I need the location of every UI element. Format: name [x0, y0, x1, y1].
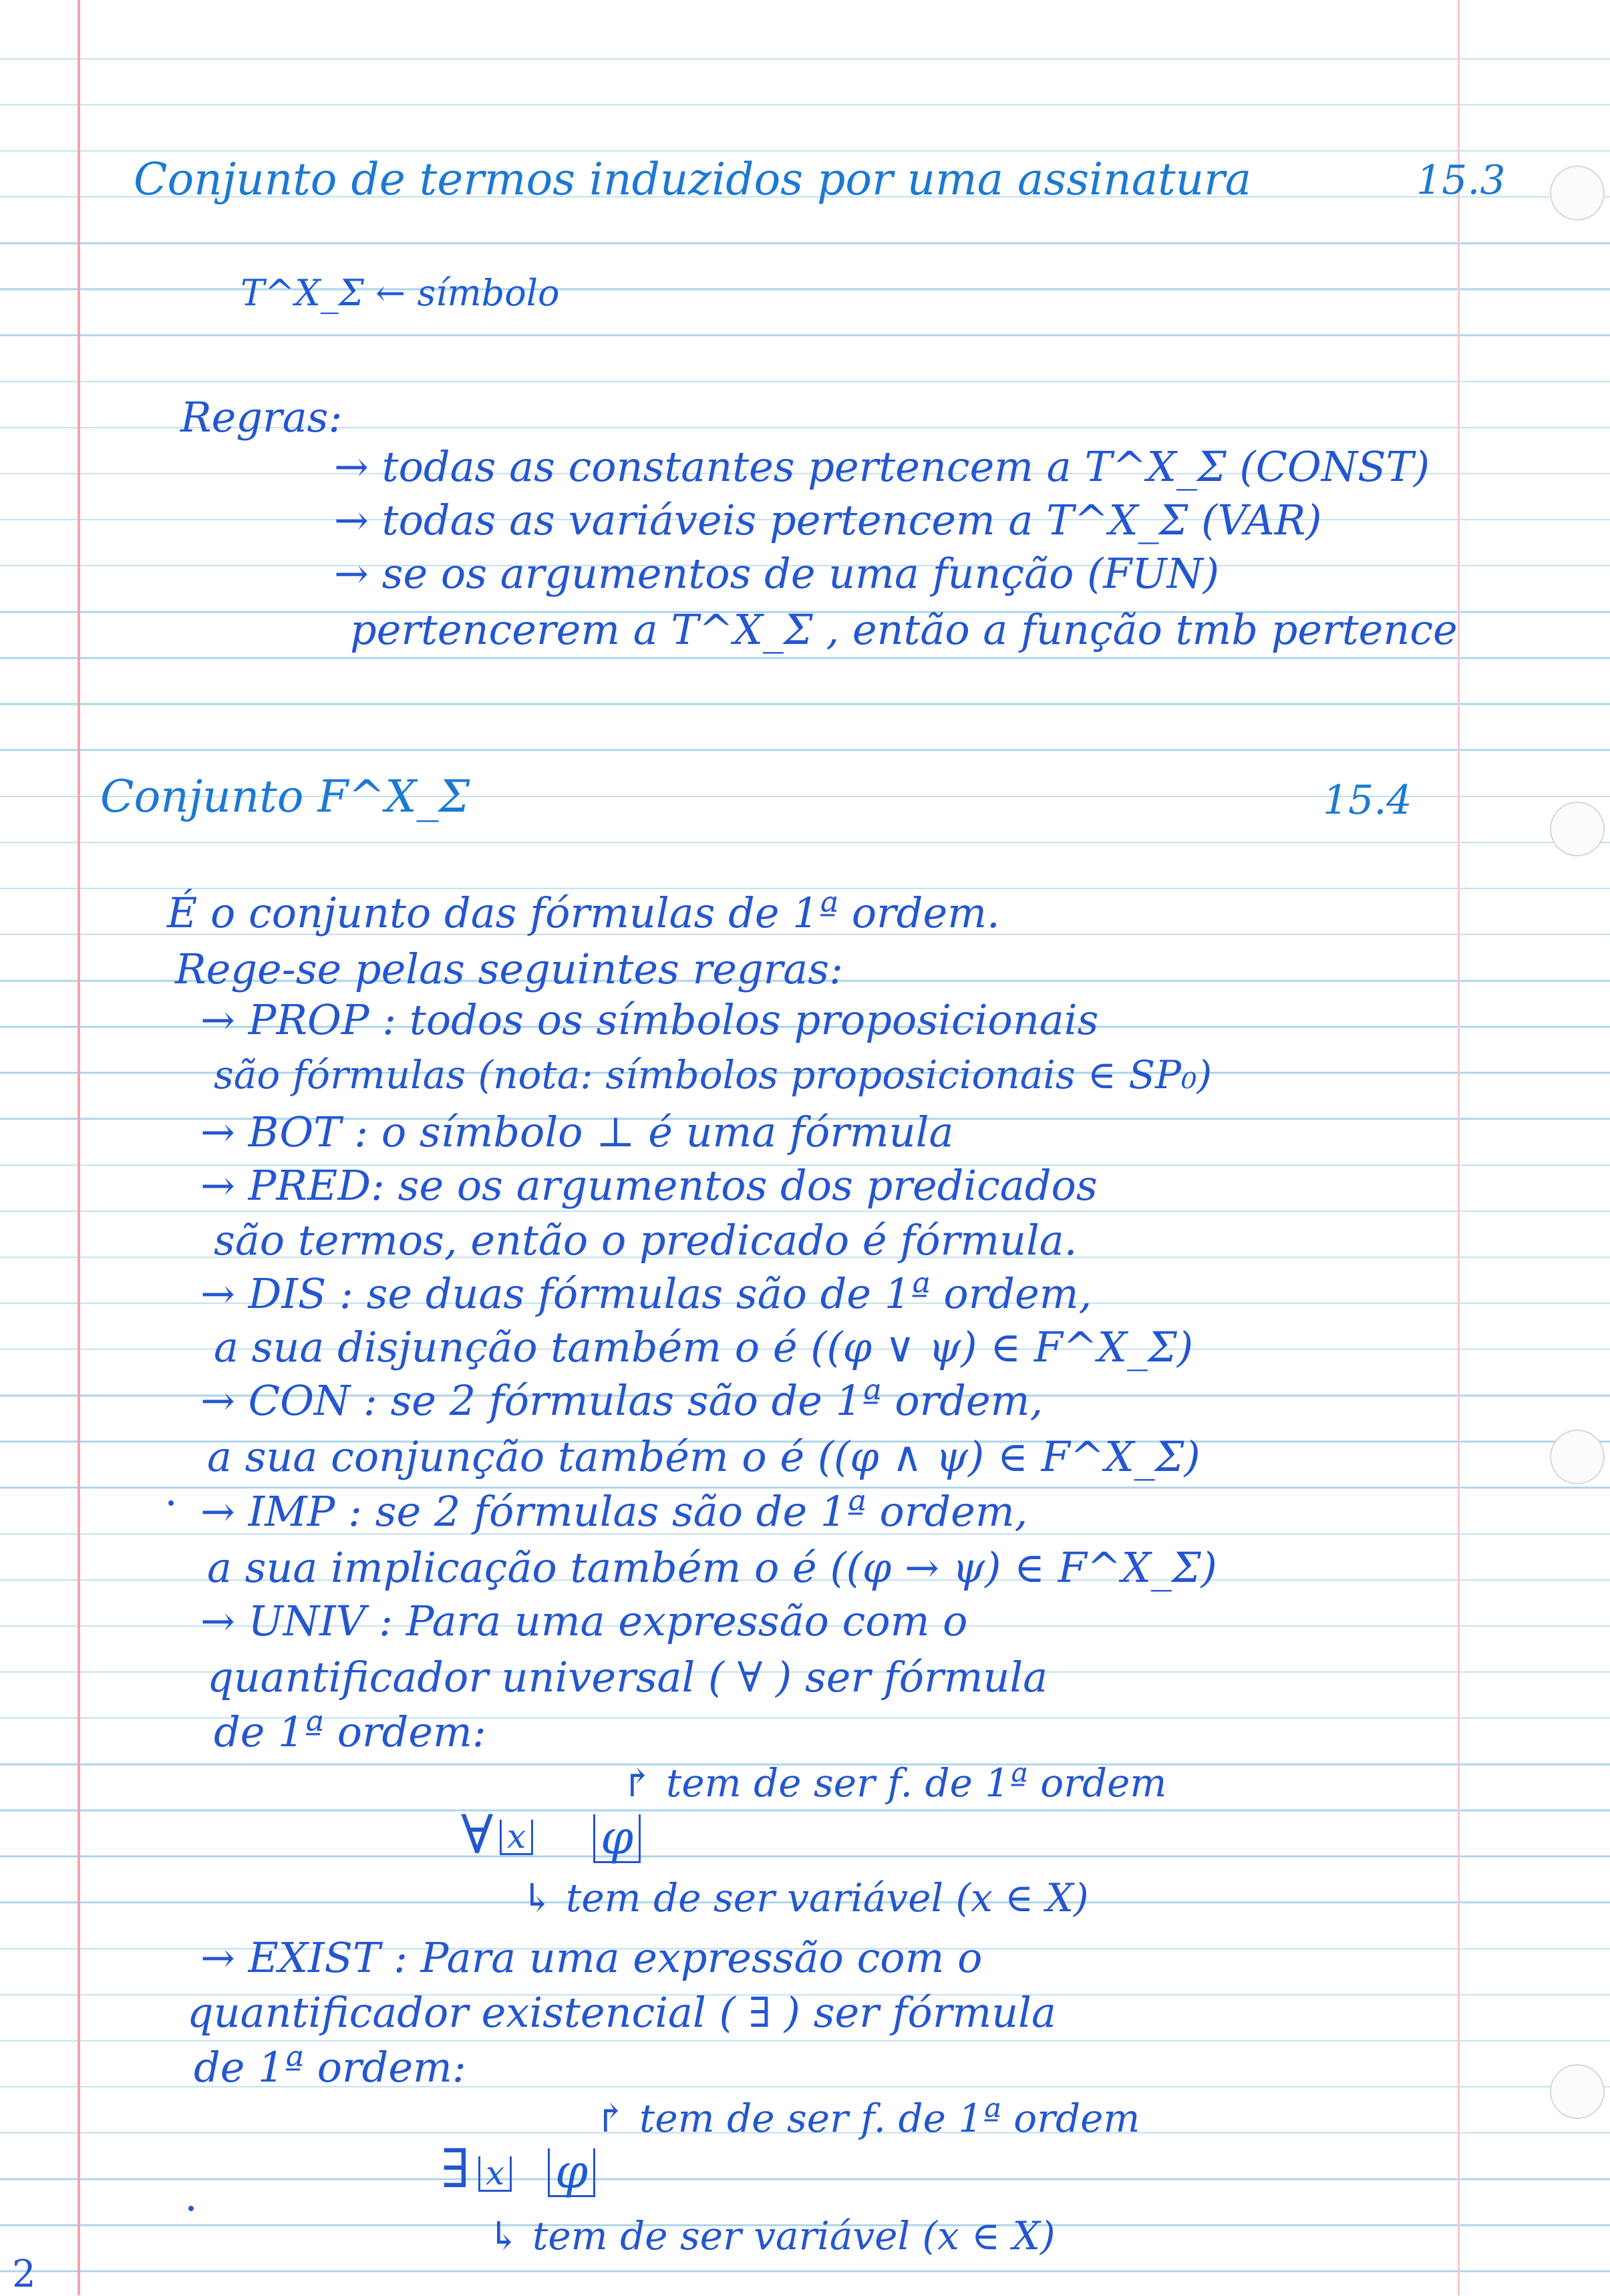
section2-line: Rege-se pelas seguintes regras:	[175, 945, 843, 993]
section1-symbol-line: T^X_Σ ← símbolo	[240, 272, 560, 314]
section2-number: 15.4	[1323, 777, 1412, 824]
rule-pred-continued: são termos, então o predicado é fórmula.	[214, 1216, 1078, 1265]
punch-hole	[1550, 1430, 1605, 1484]
rule-univ-continued: quantificador universal ( ∀ ) ser fórmula	[207, 1653, 1048, 1701]
ink-dot	[188, 2206, 194, 2211]
rule-exist: → EXIST : Para uma expressão com o	[200, 1933, 983, 1982]
punch-hole	[1550, 802, 1605, 856]
rule-exist-continued: quantificador existencial ( ∃ ) ser fórmula	[187, 1988, 1056, 2037]
rule-con-continued: a sua conjunção também o é ((φ ∧ ψ) ∈ F^X_Σ)	[207, 1432, 1200, 1481]
exist-variable-box: x	[478, 2156, 512, 2192]
rule-bot: → BOT : o símbolo ⊥ é uma fórmula	[200, 1108, 954, 1156]
rule-pred: → PRED: se os argumentos dos predicados	[200, 1161, 1098, 1210]
univ-variable-box: x	[500, 1820, 533, 1855]
rule-univ-continued: de 1ª ordem:	[214, 1707, 486, 1756]
rule-imp: → IMP : se 2 fórmulas são de 1ª ordem,	[200, 1487, 1028, 1536]
rule-dis-continued: a sua disjunção também o é ((φ ∨ ψ) ∈ F^X_Σ)	[214, 1323, 1194, 1371]
rule-fun-continued: pertencerem a T^X_Σ , então a função tmb pertence	[350, 605, 1458, 654]
left-margin-line	[77, 0, 80, 2295]
rule-prop-continued: são fórmulas (nota: símbolos proposicionais ∈ SP₀)	[214, 1052, 1213, 1098]
page-number: 2	[12, 2253, 36, 2296]
rule-univ: → UNIV : Para uma expressão com o	[200, 1597, 968, 1645]
univ-formula-box: φ	[593, 1814, 641, 1863]
universal-quantifier-symbol: ∀	[461, 1804, 494, 1866]
section1-title: Conjunto de termos induzidos por uma assinatura	[134, 154, 1252, 205]
rule-exist-continued: de 1ª ordem:	[194, 2043, 466, 2092]
punch-hole	[1550, 166, 1605, 220]
univ-note-formula: ↱ tem de ser f. de 1ª ordem	[621, 1760, 1167, 1806]
existential-quantifier-symbol: ∃	[441, 2138, 470, 2200]
rule-fun: → se os argumentos de uma função (FUN)	[334, 549, 1220, 598]
univ-note-variable: ↳ tem de ser variável (x ∈ X)	[521, 1875, 1089, 1921]
rules-heading: Regras:	[180, 393, 343, 442]
section2-title: Conjunto F^X_Σ	[100, 771, 470, 822]
section2-line: É o conjunto das fórmulas de 1ª ordem.	[167, 888, 1000, 937]
exist-note-variable: ↳ tem de ser variável (x ∈ X)	[488, 2213, 1056, 2259]
rule-var: → todas as variáveis pertencem a T^X_Σ (VAR)	[334, 496, 1322, 544]
right-margin-line	[1458, 0, 1460, 2295]
section1-number: 15.3	[1416, 157, 1506, 204]
rule-prop: → PROP : todos os símbolos proposicionais	[200, 995, 1099, 1044]
exist-formula-box: φ	[548, 2148, 595, 2197]
ink-dot	[168, 1500, 174, 1506]
rule-imp-continued: a sua implicação também o é ((φ → ψ) ∈ F^X_Σ)	[207, 1543, 1217, 1592]
exist-note-formula: ↱ tem de ser f. de 1ª ordem	[595, 2096, 1140, 2141]
rule-dis: → DIS : se duas fórmulas são de 1ª ordem,	[200, 1269, 1092, 1318]
rule-con: → CON : se 2 fórmulas são de 1ª ordem,	[200, 1376, 1043, 1425]
rule-const: → todas as constantes pertencem a T^X_Σ (CONST)	[334, 442, 1430, 491]
punch-hole	[1550, 2064, 1605, 2119]
